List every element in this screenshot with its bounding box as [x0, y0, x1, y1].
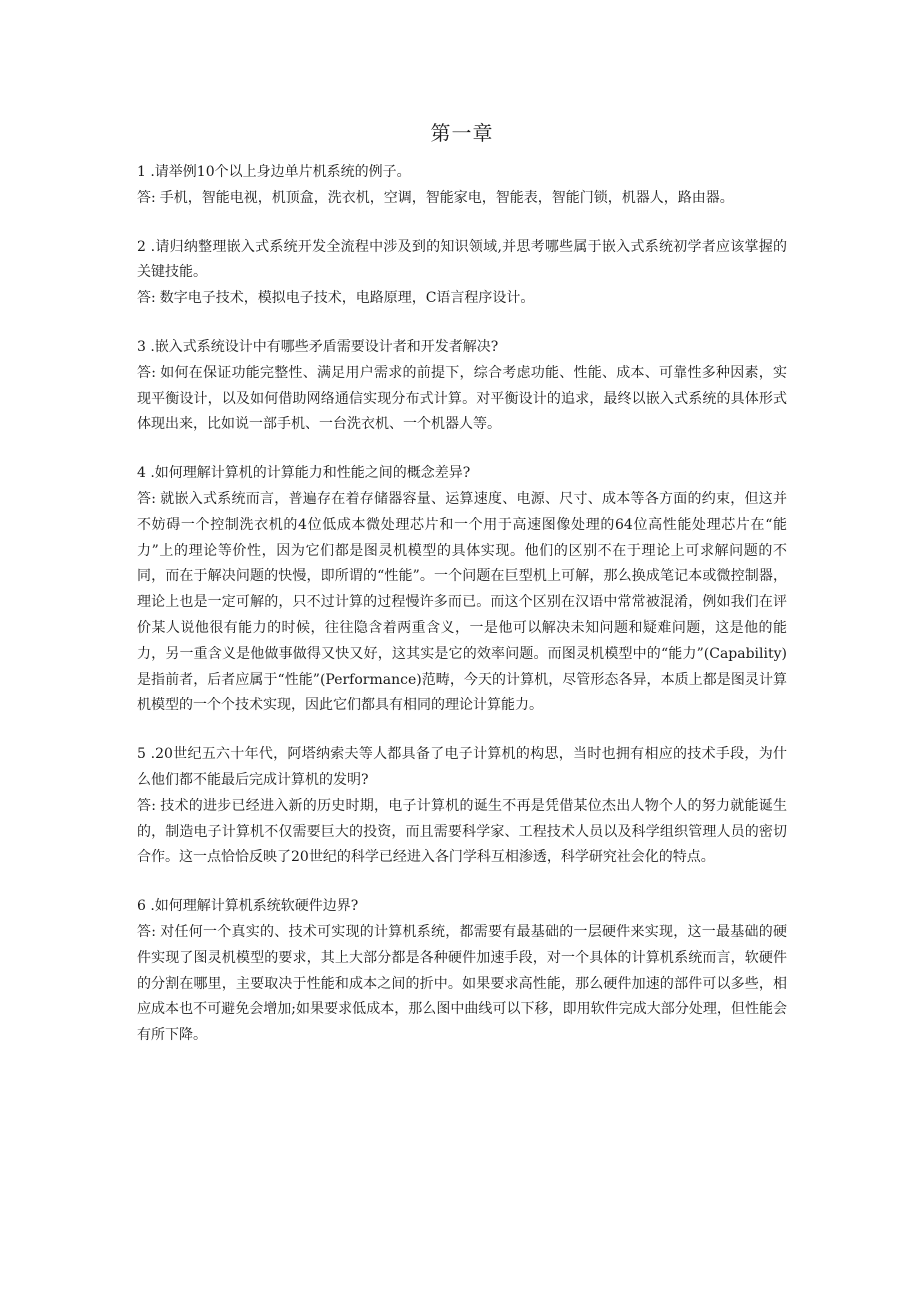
document-page [137, 118, 787, 1072]
answer-4 [137, 487, 787, 719]
question-3: 3 .嵌入式系统设计中有哪些矛盾需要设计者和开发者解决? [137, 338, 499, 355]
answer-text: 就嵌入式系统而言，普遍存在着存储器容量、运算速度、电源、尺寸、成本等各方面的约束，但这并不妨碍一个控制洗衣机的4位低成本微处理芯片和一个用于高速图像处理的64位高性能处理芯片在“能力”上的理论等价性，因为它们都是图灵机模型的具体实现。他们的区别不在于理论上可求解问题的不同，而在于解决问题的快慢，即所谓的“性能”。一个问题在巨型机上可解，那么换成笔记本或微控制器，理论上也是一定可解的，只不过计算的过程慢许多而已。而这个区别在汉语中常常被混淆，例如我们在评价某人说他很有能力的时候，往往隐含着两重含义，一是他可以解决未知问题和疑难问题，这是他的能力，另一重含义是他做事做得又快又好，这其实是它的效率问题。而图灵机模型中的“能力”(Capability)是指前者，后者应属于“性能”(Performance)范畴，今天的计算机，尽管形态各异，本质上都是图灵计算机模型的一个个技术实现，因此它们都具有相同的理论计算能力。 [137, 490, 787, 714]
answer-5 [137, 794, 787, 871]
question-1: 1 .请举例10个以上身边单片机系统的例子。 [137, 164, 411, 180]
qa-item-6 [137, 894, 787, 1049]
answer-text: 数字电子技术，模拟电子技术，电路原理，C语言程序设计。 [159, 290, 535, 307]
answer-label: 答: [137, 923, 156, 940]
question-6: 6 .如何理解计算机系统软硬件边界? [137, 898, 359, 915]
answer-label: 答: [137, 490, 156, 507]
answer-label: 答: [137, 797, 156, 814]
answer-text: 手机，智能电视，机顶盒，洗衣机，空调，智能家电，智能表，智能门锁，机器人，路由器。 [159, 189, 734, 206]
qa-item-2 [137, 235, 787, 312]
answer-label: 答: [137, 290, 156, 307]
qa-item-4 [137, 461, 787, 719]
question-2: 2 .请归纳整理嵌入式系统开发全流程中涉及到的知识领域,并思考哪些属于嵌入式系统初学者应该掌握的关键技能。 [137, 238, 787, 281]
answer-text: 技术的进步已经进入新的历史时期，电子计算机的诞生不再是凭借某位杰出人物个人的努力就能诞生的，制造电子计算机不仅需要巨大的投资，而且需要科学家、工程技术人员以及科学组织管理人员的密切合作。这一点恰恰反映了20世纪的科学已经进入各门学科互相渗透，科学研究社会化的特点。 [137, 797, 787, 866]
question-5: 5 .20世纪五六十年代，阿塔纳索夫等人都具备了电子计算机的构思，当时也拥有相应的技术手段，为什么他们都不能最后完成计算机的发明? [137, 746, 787, 788]
qa-item-5 [137, 742, 787, 871]
answer-1 [137, 186, 787, 212]
answer-6 [137, 920, 787, 1049]
answer-3 [137, 361, 787, 438]
answer-text: 如何在保证功能完整性、满足用户需求的前提下，综合考虑功能、性能、成本、可靠性多种因素，实现平衡设计，以及如何借助网络通信实现分布式计算。对平衡设计的追求，最终以嵌入式系统的具体形式体现出来，比如说一部手机、一台洗衣机、一个机器人等。 [137, 364, 787, 433]
question-4: 4 .如何理解计算机的计算能力和性能之间的概念差异? [137, 465, 471, 482]
answer-2 [137, 286, 787, 312]
answer-label: 答: [137, 189, 156, 206]
chapter-title: 第一章 [430, 121, 494, 145]
answer-text: 对任何一个真实的、技术可实现的计算机系统，都需要有最基础的一层硬件来实现，这一最基础的硬件实现了图灵机模型的要求，其上大部分都是各种硬件加速手段，对一个具体的计算机系统而言，软硬件的分割在哪里，主要取决于性能和成本之间的折中。如果要求高性能，那么硬件加速的部件可以多些，相应成本也不可避免会增加;如果要求低成本，那么图中曲线可以下移，即用软件完成大部分处理，但性能会有所下降。 [137, 923, 787, 1044]
qa-item-3 [137, 335, 787, 438]
qa-item-1 [137, 160, 787, 212]
answer-label: 答: [137, 364, 156, 381]
